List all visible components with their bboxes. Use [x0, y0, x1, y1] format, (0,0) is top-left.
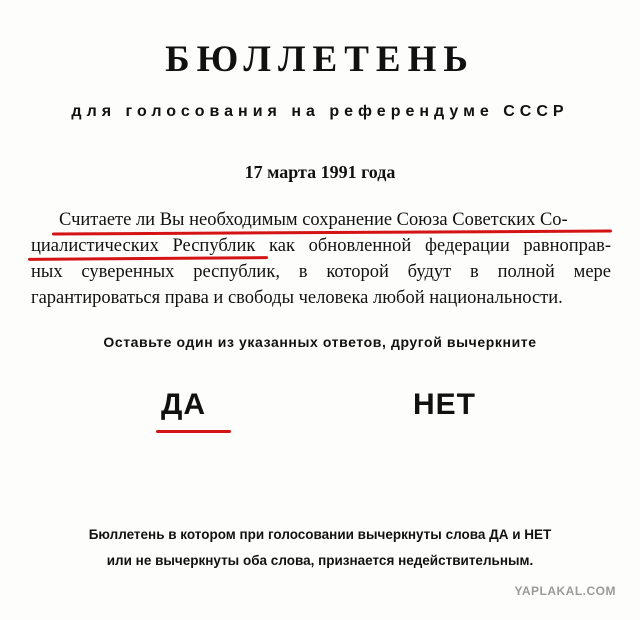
question-line: гарантироваться права и свободы человека любой национальности. — [31, 288, 563, 308]
question-line: Считаете ли Вы необходимым сохранение Союза Советских Со- — [59, 210, 568, 230]
ballot-title: БЮЛЛЕТЕНЬ — [165, 39, 475, 80]
footnote-line: Бюллетень в котором при голосовании вычеркнуты слова ДА и НЕТ — [88, 527, 552, 542]
ballot-subtitle: для голосования на референдуме СССР — [71, 103, 569, 120]
question-line: циалистических Республик как обновленной федерации равноправ- — [31, 236, 611, 256]
footnote-line: или не вычеркнуты оба слова, признается недействительным. — [106, 553, 534, 568]
voting-instruction: Оставьте один из указанных ответов, другой вычеркните — [103, 334, 537, 350]
answer-yes: ДА — [161, 388, 207, 421]
ballot-footnote — [0, 522, 640, 574]
site-watermark: YAPLAKAL.COM — [514, 584, 616, 598]
answer-no: НЕТ — [413, 388, 476, 421]
question-line: ных суверенных республик, в которой будут в полной мере — [31, 262, 611, 282]
referendum-date: 17 марта 1991 года — [244, 162, 396, 182]
answer-yes-underline — [156, 430, 231, 433]
